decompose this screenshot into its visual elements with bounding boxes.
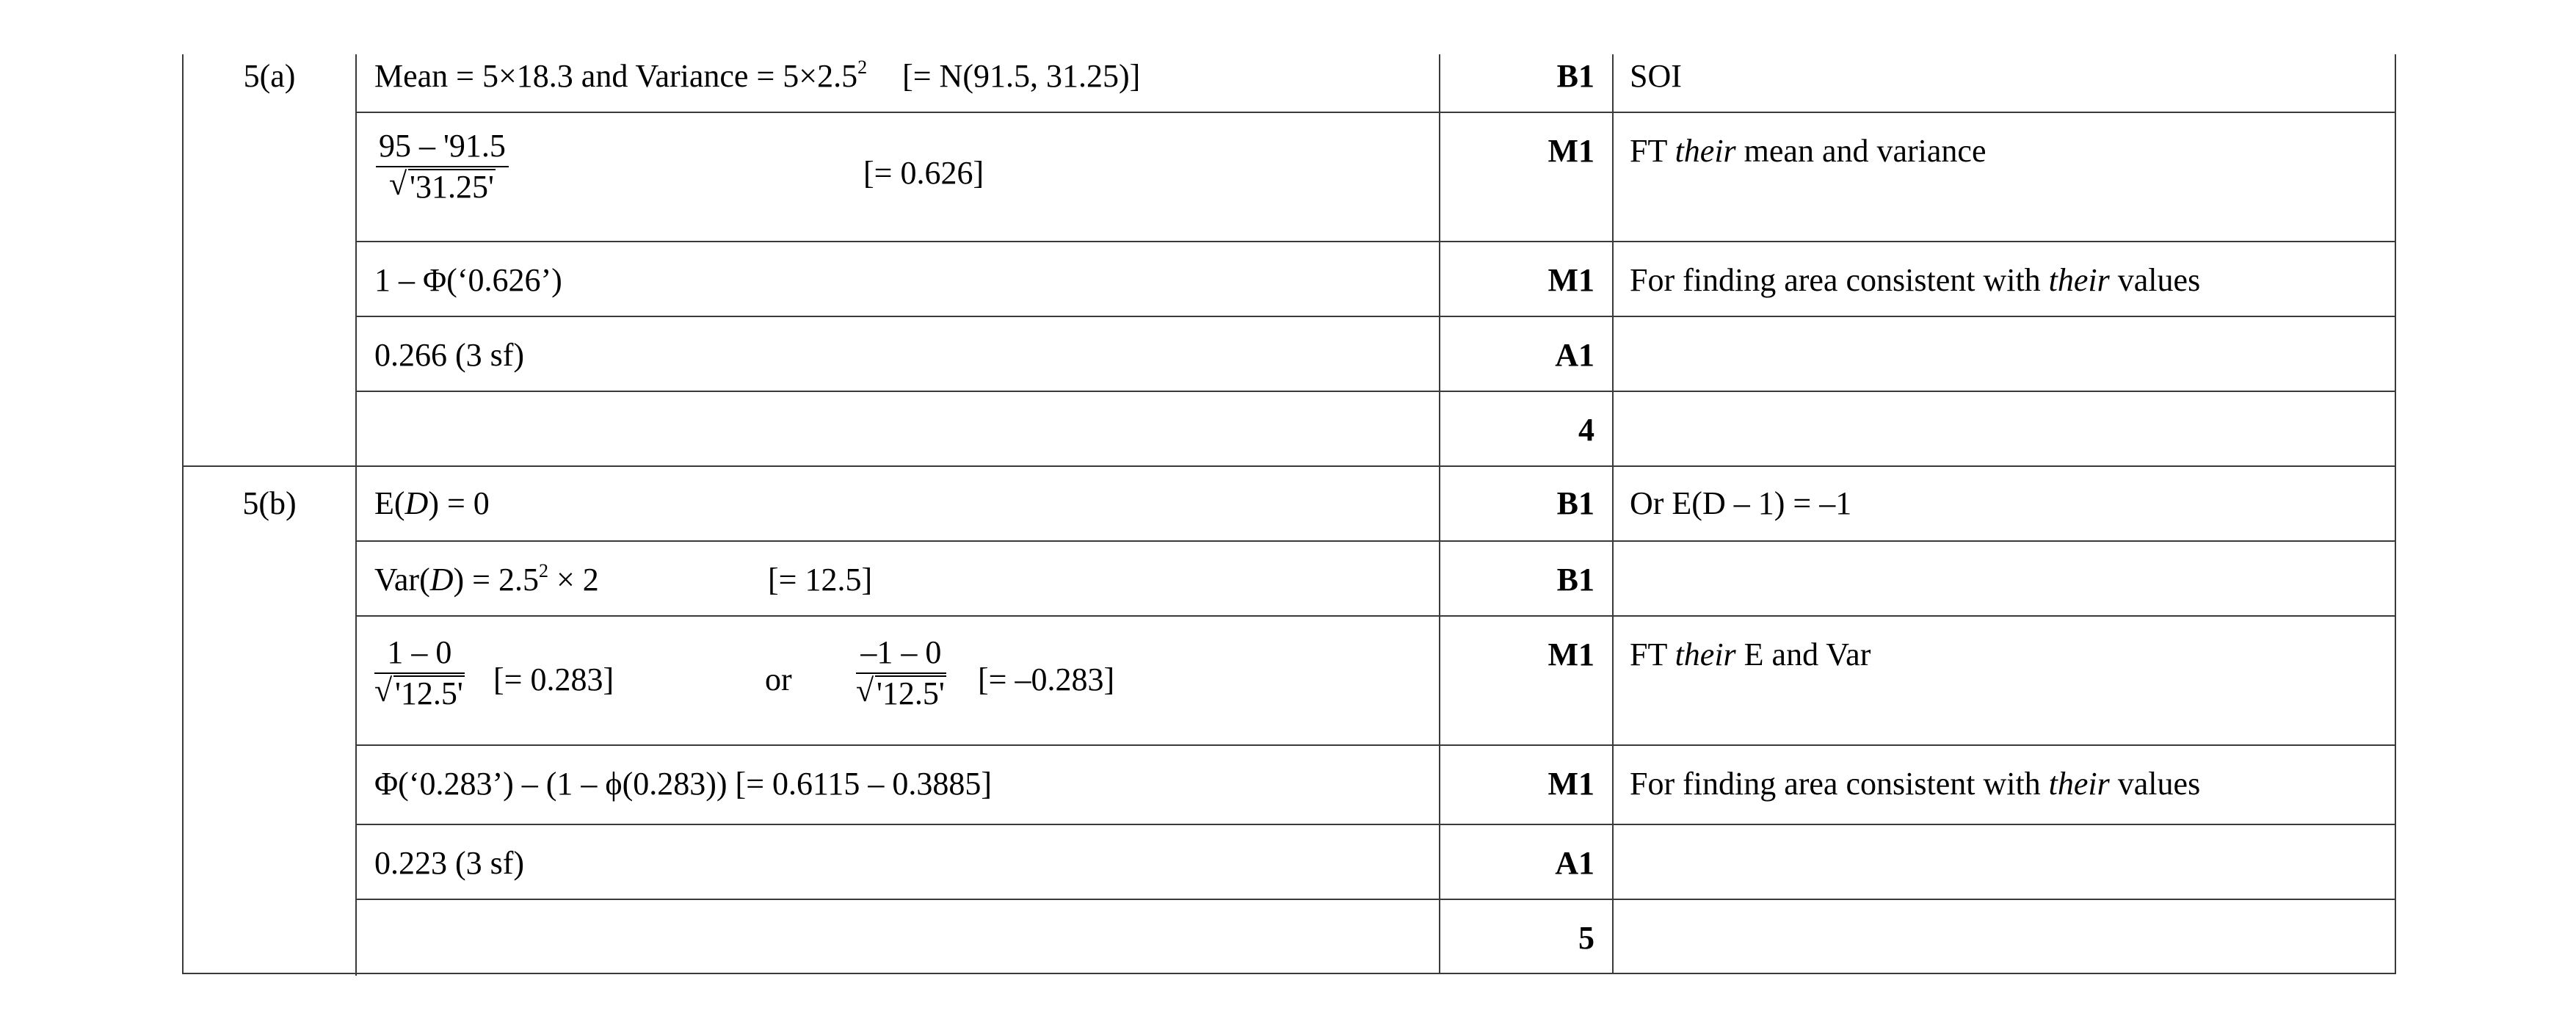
answer-value: [= 0.283]	[493, 661, 614, 697]
mark-cell	[1440, 113, 1614, 241]
fraction-numerator: 1 – 0	[374, 636, 465, 674]
guidance-text: Or E(D – 1) = –1	[1630, 485, 1852, 521]
guidance-cell	[1614, 392, 2395, 465]
guidance-cell	[1614, 542, 2395, 615]
answer-text: 0.266 (3 sf)	[374, 337, 525, 373]
answer-row	[357, 617, 2395, 746]
answer-text: $Var(D) = 2.5^2 \times 2$	[374, 560, 599, 598]
guidance-cell	[1614, 54, 2395, 112]
answer-text: Φ(‘0.283’) – (1 – ϕ(0.283)) [= 0.6115 – 0.3885]	[374, 766, 993, 802]
guidance-cell	[1614, 746, 2395, 824]
total-marks: 5	[1578, 920, 1594, 956]
question-label: 5(a)	[243, 58, 296, 94]
question-5a-group	[184, 54, 2395, 465]
standardisation-fraction-positive	[374, 636, 465, 711]
answer-text: Mean = 5×18.3 and Variance = $5\times 2.5^2$ [= N(91.5, 31.25)]	[374, 57, 1141, 94]
answer-text: 0.223 (3 sf)	[374, 845, 525, 881]
answer-cell	[357, 242, 1440, 316]
standardisation-fraction	[376, 129, 509, 204]
answer-row	[357, 825, 2395, 900]
fraction-denominator	[374, 674, 465, 711]
answer-row	[357, 54, 2395, 113]
guidance-text: SOI	[1630, 58, 1682, 94]
fraction-denominator	[376, 167, 509, 204]
guidance-cell	[1614, 825, 2395, 899]
total-marks: 4	[1578, 412, 1594, 448]
mark-cell	[1440, 746, 1614, 824]
guidance-text: For finding area consistent with their values	[1630, 262, 2201, 298]
mark-cell	[1440, 392, 1614, 465]
or-separator: or	[765, 661, 792, 697]
mark-code: B1	[1556, 562, 1594, 598]
answer-cell	[357, 467, 1440, 540]
mark-cell	[1440, 825, 1614, 899]
guidance-cell	[1614, 242, 2395, 316]
answer-row	[357, 317, 2395, 392]
answer-row	[357, 242, 2395, 317]
answer-cell	[357, 617, 1440, 744]
square-root-icon: √ '12.5'	[856, 672, 945, 711]
answer-cell	[357, 392, 1440, 465]
answer-row	[357, 746, 2395, 825]
fraction-numerator: 95 – '91.5	[376, 129, 509, 167]
answer-cell	[357, 542, 1440, 615]
guidance-text: FT their mean and variance	[1630, 133, 1987, 169]
answer-cell	[357, 900, 1440, 974]
answer-row	[357, 467, 2395, 542]
guidance-cell	[1614, 113, 2395, 241]
mark-cell	[1440, 542, 1614, 615]
answer-cell	[357, 746, 1440, 824]
answer-value: [= 0.626]	[863, 155, 984, 191]
mark-code: M1	[1548, 637, 1594, 672]
answer-cell	[357, 317, 1440, 391]
mark-cell	[1440, 467, 1614, 540]
mark-code: M1	[1548, 766, 1594, 802]
standardisation-fraction-negative	[856, 636, 946, 711]
mark-cell	[1440, 54, 1614, 112]
answer-row	[357, 542, 2395, 617]
fraction-denominator	[856, 674, 946, 711]
mark-cell	[1440, 242, 1614, 316]
total-row	[357, 392, 2395, 465]
mark-scheme-table	[182, 54, 2396, 974]
answer-row	[357, 113, 2395, 242]
answer-value: [= 12.5]	[768, 562, 873, 598]
square-root-icon: √ '12.5'	[374, 672, 463, 711]
guidance-text: For finding area consistent with their values	[1630, 766, 2201, 802]
mark-code: A1	[1555, 845, 1594, 881]
question-number-5a	[184, 54, 357, 465]
question-5b-group	[184, 465, 2395, 976]
mark-code: B1	[1556, 485, 1594, 521]
answer-text: 1 – Φ(‘0.626’)	[374, 262, 562, 298]
mark-code: A1	[1555, 337, 1594, 373]
answer-cell	[357, 54, 1440, 112]
mark-code: B1	[1556, 58, 1594, 94]
total-row	[357, 900, 2395, 974]
mark-code: M1	[1548, 262, 1594, 298]
mark-cell	[1440, 900, 1614, 974]
square-root-icon: √ '31.25'	[389, 166, 494, 205]
question-number-5b	[184, 467, 357, 976]
answer-value: [= –0.283]	[978, 661, 1115, 697]
answer-text: E(D) = 0	[374, 485, 490, 521]
answer-cell	[357, 825, 1440, 899]
mark-code: M1	[1548, 133, 1594, 169]
question-label: 5(b)	[242, 485, 297, 521]
mark-cell	[1440, 317, 1614, 391]
guidance-cell	[1614, 317, 2395, 391]
fraction-numerator: –1 – 0	[856, 636, 946, 674]
guidance-cell	[1614, 900, 2395, 974]
guidance-cell	[1614, 467, 2395, 540]
mark-cell	[1440, 617, 1614, 744]
guidance-cell	[1614, 617, 2395, 744]
guidance-text: FT their E and Var	[1630, 637, 1871, 672]
answer-cell	[357, 113, 1440, 241]
